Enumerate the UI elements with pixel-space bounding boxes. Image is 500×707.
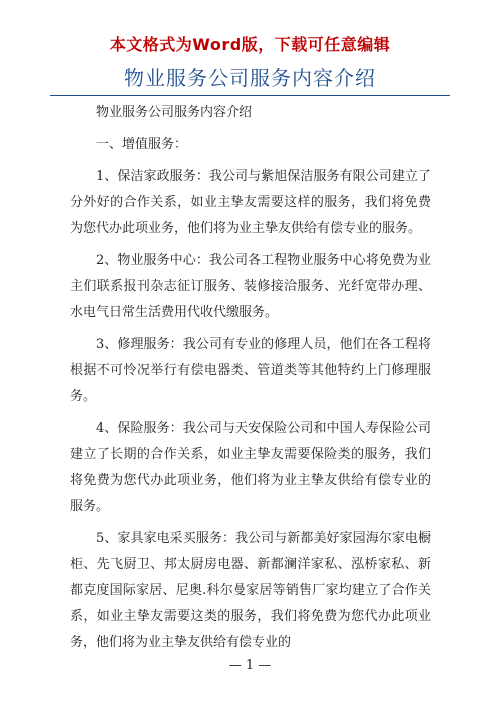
paragraph-furniture-service: 5、家具家电采买服务：我公司与新都美好家园海尔家电橱柜、先飞厨卫、邦太厨房电器、新都澜洋家私、泓桥家私、新都克度国际家居、尼奥.科尔曼家居等销售厂家均建立了合作关系，如业主挚友需要这类的服务，我们将免费为您代办此项业务，他们将为业主挚友供给有偿专业的 [70,531,431,650]
paragraph-service-center: 2、物业服务中心：我公司各工程物业服务中心将免费为业主们联系报刊杂志征订服务、装修接洽服务、光纤宽带办理、水电气日常生活费用代收代缴服务。 [70,253,431,320]
paragraph-insurance-service: 4、保险服务：我公司与天安保险公司和中国人寿保险公司建立了长期的合作关系，如业主挚友需要保险类的服务，我们将免费为您代办此项业务，他们将为业主挚友供给有偿专业的服务。 [70,421,431,514]
title-divider [50,95,450,96]
body-heading: 物业服务公司服务内容介绍 [96,105,253,120]
document-title: 物业服务公司服务内容介绍 [124,66,376,90]
format-banner: 本文格式为Word版，下载可任意编辑 [109,35,391,54]
paragraph-repair-service: 3、修理服务：我公司有专业的修理人员，他们在各工程将根据不可怜况举行有偿电器类、管道类等其他特约上门修理服务。 [70,337,431,404]
paragraph-cleaning-service: 1、保洁家政服务：我公司与紫旭保洁服务有限公司建立了分外好的合作关系，如业主挚友需要这样的服务，我们将免费为您代办此项业务，他们将为业主挚友供给有偿专业的服务。 [70,169,431,236]
document-body [70,100,431,656]
page-number: — 1 — [228,658,272,673]
section-heading: 一、增值服务： [96,137,188,152]
